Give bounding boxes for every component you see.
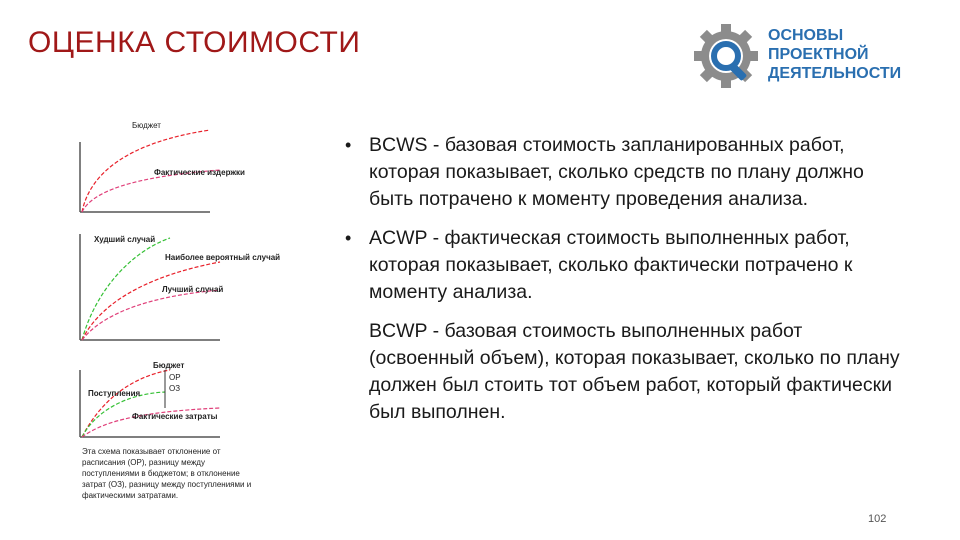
- bcwp-paragraph: BCWP - базовая стоимость выполненных работ (освоенный объем), которая показывает, сколько по плану должен был стоить тот объем работ, который фактически был выполнен.: [369, 320, 900, 423]
- chart3-budget-curve: [82, 370, 170, 437]
- definitions-list: [340, 132, 900, 426]
- cost-curves-figure: [70, 112, 330, 522]
- chart2-label-likely: Наиболее вероятный случай: [165, 253, 281, 262]
- chart1-label-budget: Бюджет: [132, 121, 161, 130]
- logo-line-2: ПРОЕКТНОЙ: [768, 46, 869, 63]
- chart-budget-vs-actual: [80, 121, 245, 212]
- slide-title: ОЦЕНКА СТОИМОСТИ: [28, 26, 361, 59]
- logo-line-1: ОСНОВЫ: [768, 27, 844, 44]
- caption-line-3: поступлениями в бюджетом; в отклонение: [82, 469, 240, 478]
- chart-variances: [80, 361, 220, 437]
- page-number: 102: [868, 513, 887, 525]
- caption-line-5: фактическими затратами.: [82, 491, 179, 500]
- caption-line-1: Эта схема показывает отклонение от: [82, 447, 221, 456]
- chart2-worst-curve: [82, 238, 170, 340]
- logo: [690, 18, 930, 98]
- bullet-bcws: [340, 132, 900, 213]
- chart1-label-actual: Фактические издержки: [154, 168, 245, 177]
- bullet-dot: •: [345, 135, 352, 155]
- gear-magnifier-icon: [690, 20, 766, 96]
- chart3-label-oz: ОЗ: [169, 384, 181, 393]
- figure-caption: [82, 447, 251, 500]
- chart2-label-best: Лучший случай: [162, 285, 224, 294]
- caption-line-4: затрат (ОЗ), разницу между поступлениями и: [82, 480, 252, 489]
- chart2-best-curve: [82, 290, 220, 340]
- chart3-label-op: ОР: [169, 373, 181, 382]
- chart-scenarios: [80, 234, 280, 340]
- bullet-dot: •: [345, 228, 352, 248]
- chart3-label-costs: Фактические затраты: [132, 412, 218, 421]
- chart3-label-receipts: Поступления: [88, 389, 141, 398]
- logo-text: [768, 26, 901, 83]
- chart2-label-worst: Худший случай: [94, 235, 156, 244]
- bullet-acwp-text: ACWP - фактическая стоимость выполненных работ, которая показывает, сколько фактически потрачено к моменту анализа.: [369, 227, 853, 303]
- logo-line-3: ДЕЯТЕЛЬНОСТИ: [768, 65, 902, 82]
- caption-line-2: расписания (ОР), разницу между: [82, 458, 205, 467]
- bullet-acwp: [340, 225, 900, 306]
- bullet-bcws-text: BCWS - базовая стоимость запланированных работ, которая показывает, сколько средств по плану должно быть потрачено к моменту проведения анализа.: [369, 134, 864, 210]
- chart3-label-budget: Бюджет: [153, 361, 185, 370]
